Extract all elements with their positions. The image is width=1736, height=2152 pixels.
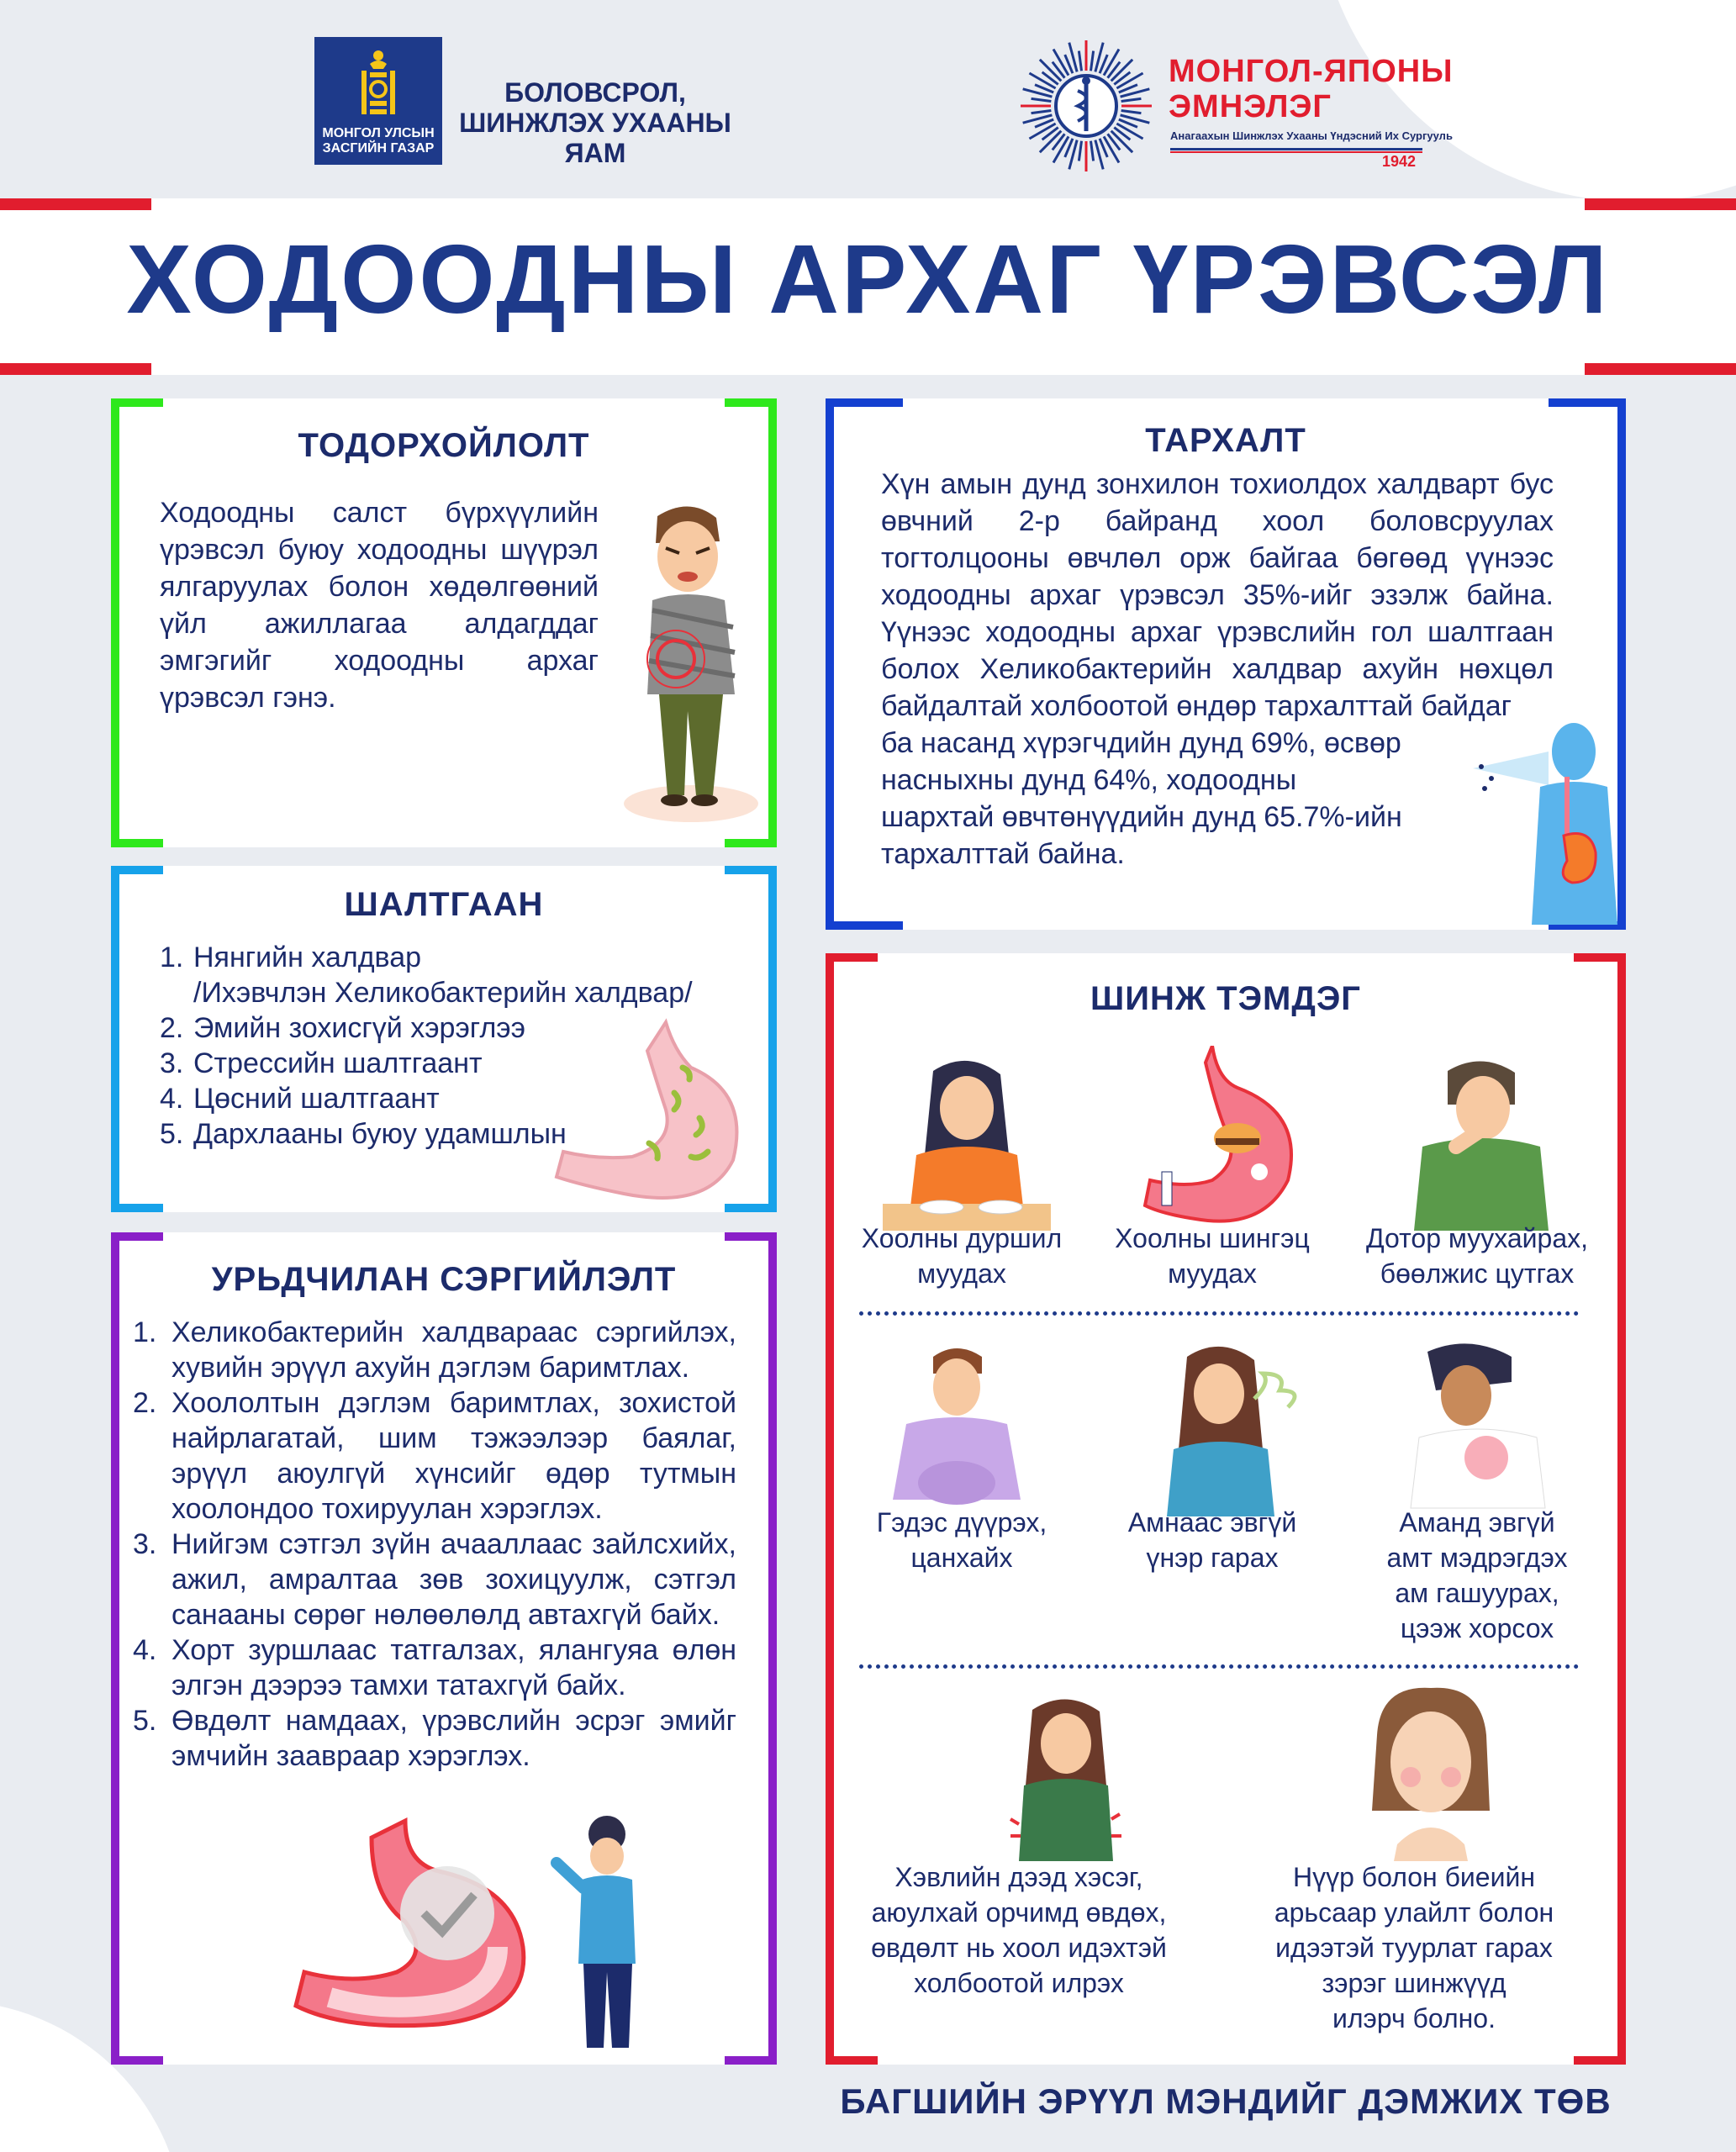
- symptoms-divider-1: [859, 1311, 1579, 1316]
- prevalence-title: ТАРХАЛТ: [1145, 422, 1306, 459]
- gov-logo-line-1: МОНГОЛ УЛСЫН: [322, 126, 435, 140]
- symptom-line: Нүүр болон биеийн: [1292, 1862, 1536, 1892]
- woman-skin-rash-illustration-icon: [1355, 1685, 1506, 1861]
- symptom-line: үнэр гарах: [1146, 1543, 1279, 1573]
- government-logo: [314, 37, 442, 165]
- list-number: 4.: [160, 1083, 184, 1115]
- symptom-line: аюулхай орчимд өвдөх,: [871, 1897, 1167, 1928]
- cause-text: Цөсний шалтгаант: [193, 1083, 440, 1115]
- symptom-nausea: [1340, 1221, 1614, 1291]
- stomach-bacteria-illustration-icon: [548, 1017, 758, 1204]
- symptom-line: бөөлжис цутгах: [1380, 1258, 1575, 1289]
- ministry-line-3: ЯАМ: [564, 138, 626, 168]
- list-number: 4.: [133, 1634, 157, 1666]
- symptom-line: Аманд эвгүй: [1399, 1507, 1555, 1538]
- definition-text: Ходоодны салст бүрхүүлийн үрэвсэл буюу ходоодны шүүрэл ялгаруулах болон хөдөлгөөний үйл ажиллагаа алдагддаг эмгэгийг ходоодны архаг үрэвсэл гэнэ.: [160, 497, 599, 714]
- symptom-line: зэрэг шинжүүд: [1322, 1968, 1506, 1998]
- symptom-line: муудах: [917, 1258, 1006, 1289]
- symptom-line: цээж хорсох: [1400, 1613, 1554, 1643]
- prevention-text: Хорт зуршлаас татгалзах, ялангуяа өлөн элгэн дээрээ тамхи татахгүй байх.: [171, 1634, 736, 1701]
- prevention-panel: [111, 1232, 777, 2065]
- list-item: [133, 1385, 736, 1527]
- list-item: [133, 1632, 736, 1703]
- prevalence-line-1: ба насанд хүрэгчдийн дунд 69%, өсвөр: [881, 727, 1401, 759]
- definition-bracket-left: [111, 398, 163, 847]
- symptom-line: илэрч болно.: [1332, 2003, 1496, 2033]
- title-band-red-right-top: [1585, 198, 1736, 210]
- cause-text: Эмийн зохисгүй хэрэглээ: [193, 1012, 526, 1044]
- hospital-year: 1942: [1382, 153, 1417, 170]
- symptom-line: арьсаар улайлт болон: [1274, 1897, 1554, 1928]
- cause-text: Стрессийн шалтгаант: [193, 1047, 483, 1079]
- symptom-line: цанхайх: [910, 1543, 1013, 1573]
- cause-text: Нянгийн халдвар: [193, 942, 422, 973]
- list-item: [133, 1315, 736, 1385]
- symptom-line: Гэдэс дүүрэх,: [876, 1507, 1047, 1538]
- man-heartburn-illustration-icon: [1385, 1340, 1554, 1516]
- list-item: [133, 1703, 736, 1774]
- definition-panel: [111, 398, 777, 847]
- hospital-name: [1169, 54, 1453, 124]
- list-number: 5.: [133, 1705, 157, 1737]
- symptom-line: ам гашуурах,: [1395, 1578, 1559, 1608]
- symptom-line: Дотор муухайрах,: [1365, 1223, 1589, 1253]
- symptom-skin-rash: [1237, 1859, 1591, 2036]
- prevention-text: Өвдөлт намдаах, үрэвслийн эсрэг эмийг эмчийн заавраар хэрэглэх.: [171, 1705, 736, 1772]
- definition-title: ТОДОРХОЙЛОЛТ: [298, 427, 590, 464]
- prevalence-text-justified: Хүн амын дунд зонхилон тохиолдох халдварт бус өвчний 2-р байранд хоол боловсруулах тогтолцооны өвчлөл орж байгаа бөгөөд үүнээс ходоодны архаг үрэвсэл 35%-ийг эзэлж байна. Үүнээс ходоодны архаг үрэвслийн гол шалтгаан болох Хеликобактерийн халдвар ахуйн нөхцөл байдалтай холбоотой өндөр тархалттай байдаг: [881, 468, 1554, 722]
- hospital-logo-icon: [1019, 39, 1153, 173]
- symptom-epigastric-pain: [842, 1859, 1195, 2001]
- ministry-line-2: ШИНЖЛЭХ УХААНЫ: [459, 108, 731, 138]
- person-nausea-illustration-icon: [1389, 1054, 1565, 1231]
- symptom-line: муудах: [1168, 1258, 1257, 1289]
- footer-organization: БАГШИЙН ЭРҮҮЛ МЭНДИЙГ ДЭМЖИХ ТӨВ: [840, 2081, 1612, 2121]
- symptom-line: амт мэдрэгдэх: [1386, 1543, 1568, 1573]
- symptoms-divider-2: [859, 1664, 1579, 1669]
- ministry-line-1: БОЛОВСРОЛ,: [504, 77, 686, 108]
- prevention-title: УРЬДЧИЛАН СЭРГИЙЛЭЛТ: [211, 1261, 677, 1298]
- symptom-bitter-taste: [1340, 1505, 1614, 1646]
- title-band-red-left-top: [0, 198, 151, 210]
- list-number: 3.: [160, 1047, 184, 1079]
- prevention-text: Хоололтын дэглэм баримтлах, зохистой найрлагатай, шим тэжээлээр баялаг, эрүүл аюулгүй хүнсийг өдөр тутмын хоолондоо тохируулан хэрэглэх.: [171, 1387, 736, 1525]
- prevalence-line-3: шархтай өвчтөнүүдийн дунд 65.7%-ийн: [881, 801, 1402, 833]
- list-number: 3.: [133, 1528, 157, 1560]
- hospital-rule-blue: [1170, 148, 1422, 150]
- symptom-line: идээтэй туурлат гарах: [1275, 1933, 1553, 1963]
- symptom-line: өвдөлт нь хоол идэхтэй: [871, 1933, 1167, 1963]
- hospital-name-line-1: МОНГОЛ-ЯПОНЫ: [1169, 54, 1454, 89]
- man-bloating-illustration-icon: [873, 1340, 1041, 1516]
- symptom-line: Амнаас эвгүй: [1127, 1507, 1297, 1538]
- title-band-red-left-bottom: [0, 363, 151, 375]
- prevalence-line-4: тархалттай байна.: [881, 838, 1125, 870]
- hospital-name-line-2: ЭМНЭЛЭГ: [1169, 89, 1332, 124]
- causes-title: ШАЛТГААН: [344, 886, 544, 923]
- woman-abdominal-pain-illustration-icon: [985, 1693, 1145, 1861]
- prevalence-text-lines: [881, 725, 1419, 873]
- list-number: 2.: [133, 1387, 157, 1419]
- symptom-line: Хоолны дуршил: [861, 1223, 1063, 1253]
- ministry-name: [444, 77, 747, 168]
- list-number: 2.: [160, 1012, 184, 1044]
- list-number: 5.: [160, 1118, 184, 1150]
- gov-logo-line-2: ЗАСГИЙН ГАЗАР: [322, 141, 435, 156]
- woman-no-appetite-illustration-icon: [883, 1054, 1051, 1231]
- list-number: 1.: [160, 942, 184, 973]
- prevalence-line-2: насныхны дунд 64%, ходоодны: [881, 764, 1297, 796]
- symptom-indigestion: [1086, 1221, 1338, 1291]
- symptom-appetite-loss: [836, 1221, 1088, 1291]
- human-anatomy-illustration-icon: [1473, 718, 1621, 925]
- causes-panel: [111, 866, 777, 1212]
- symptom-line: Хоолны шингэц: [1115, 1223, 1310, 1253]
- man-stomach-ache-illustration-icon: [615, 501, 758, 825]
- prevalence-panel: [826, 398, 1626, 930]
- symptoms-panel: [826, 953, 1626, 2065]
- stomach-food-illustration-icon: [1137, 1046, 1305, 1231]
- title-band-red-right-bottom: [1585, 363, 1736, 375]
- prevention-text: Нийгэм сэтгэл зүйн ачааллаас зайлсхийх, ажил, амралтаа зөв зохицуулж, сэтгэл санааны сөрөг нөлөөлөлд автахгүй байх.: [171, 1528, 736, 1631]
- cause-text: Дархлааны буюу удамшлын: [193, 1118, 567, 1150]
- list-item: [160, 940, 765, 1010]
- stomach-checkmark-illustration-icon: [279, 1804, 716, 2056]
- list-item: [133, 1527, 736, 1632]
- prevention-list: [133, 1315, 736, 1774]
- page-title: ХОДООДНЫ АРХАГ ҮРЭВСЭЛ: [126, 224, 1610, 334]
- hospital-subtitle: Анагаахын Шинжлэх Ухааны Үндэсний Их Сургууль: [1170, 129, 1453, 142]
- symptom-bad-breath: [1086, 1505, 1338, 1575]
- cause-subtext: /Ихэвчлэн Хеликобактерийн халдвар/: [193, 977, 693, 1009]
- symptom-line: холбоотой илрэх: [914, 1968, 1124, 1998]
- symptom-bloating: [836, 1505, 1088, 1575]
- symptoms-title: ШИНЖ ТЭМДЭГ: [1090, 980, 1361, 1017]
- prevention-text: Хеликобактерийн халдвараас сэргийлэх, хувийн эрүүл ахуйн дэглэм баримтлах.: [171, 1316, 736, 1384]
- woman-bad-breath-illustration-icon: [1137, 1340, 1305, 1516]
- soyombo-emblem-icon: [351, 49, 405, 119]
- list-number: 1.: [133, 1316, 157, 1348]
- symptom-line: Хэвлийн дээд хэсэг,: [894, 1862, 1143, 1892]
